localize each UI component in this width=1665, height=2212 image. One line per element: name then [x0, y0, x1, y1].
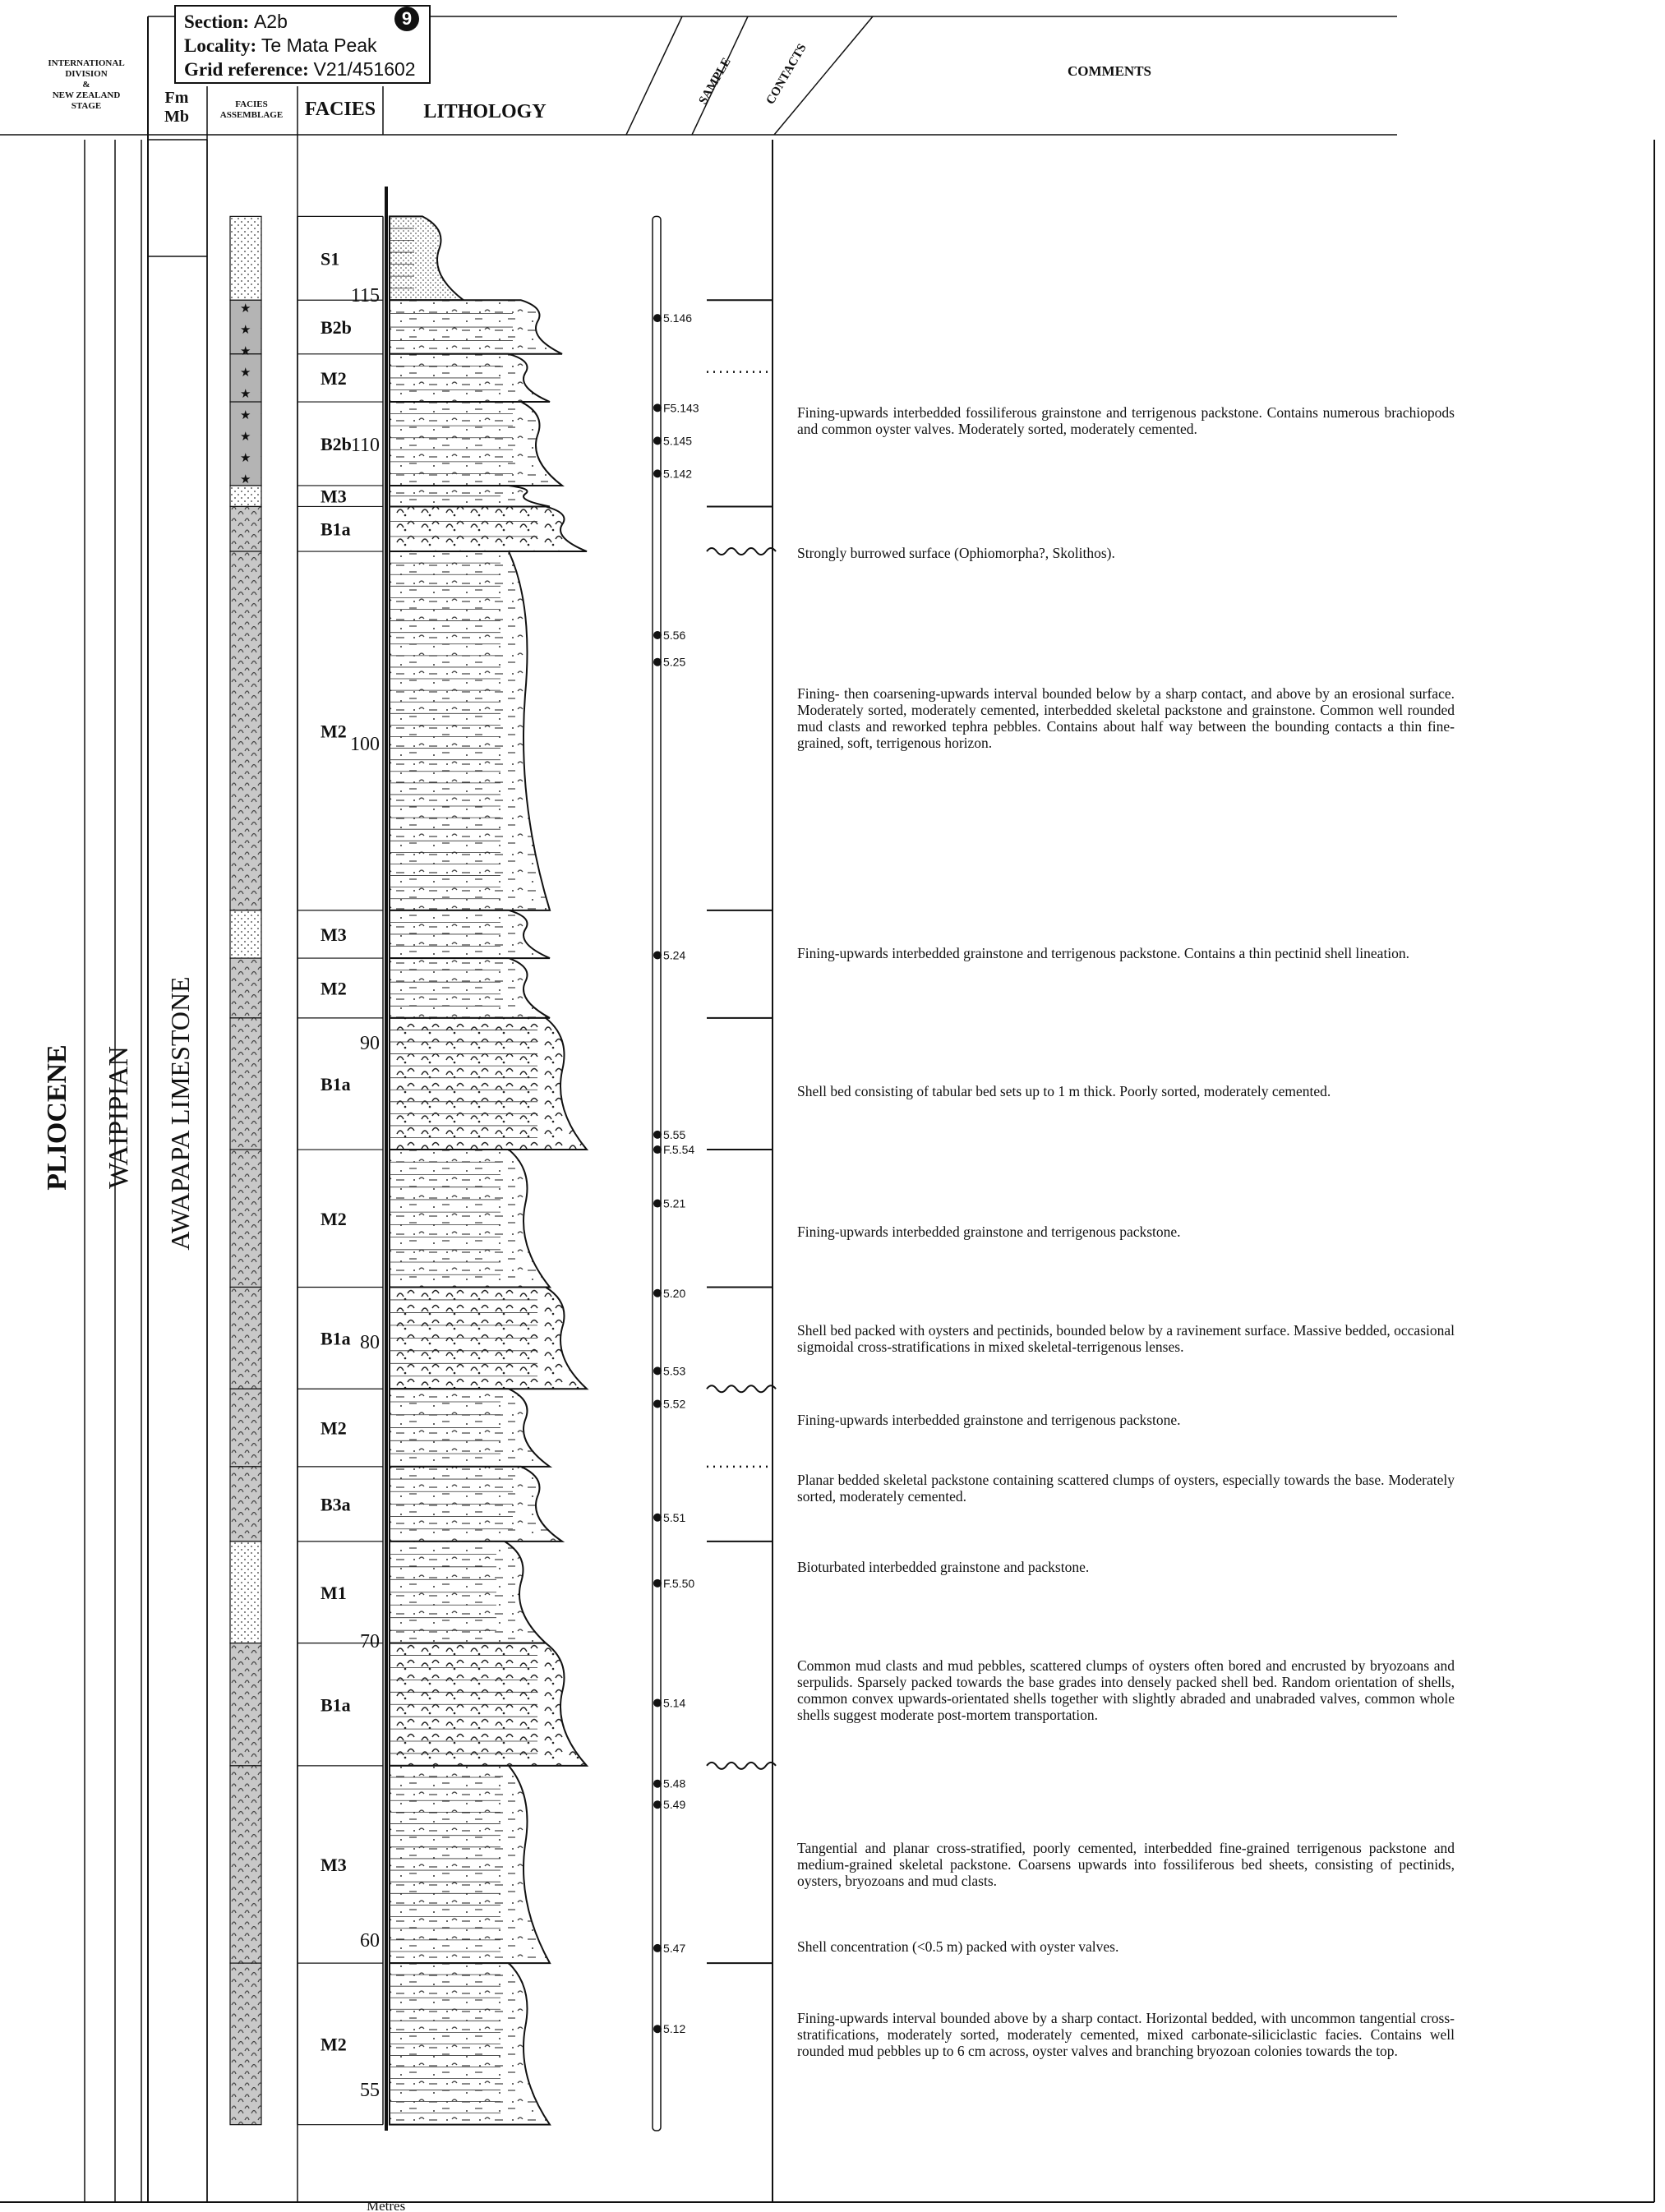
- scale-tick-label: 100: [350, 734, 380, 755]
- contact-erosional: [707, 1763, 776, 1769]
- assemblage-segment: [230, 402, 261, 486]
- facies-code: S1: [321, 248, 340, 270]
- section-number-badge: 9: [394, 7, 419, 31]
- scale-unit: Metres: [367, 2198, 406, 2212]
- comment-text: Fining-upwards interbedded grainstone and terrigenous packstone. Contains a thin pectinid shell lineation.: [797, 945, 1410, 962]
- formation-awapapa: AWAPAPA LIMESTONE: [165, 976, 195, 1251]
- sample-label: F.5.54: [663, 1143, 695, 1157]
- lithology-unit: [390, 402, 562, 486]
- facies-code: M3: [321, 924, 347, 945]
- depth-scale: [350, 187, 386, 2131]
- sample-marker: [653, 2025, 662, 2033]
- comment-text: Shell bed consisting of tabular bed sets up to 1 m thick. Poorly sorted, moderately cemented.: [797, 1082, 1331, 1099]
- sample-label: 5.47: [663, 1941, 686, 1955]
- facies-assemblage-column: [230, 216, 261, 2124]
- sample-marker: [653, 403, 662, 412]
- scale-tick-label: 55: [360, 2080, 380, 2101]
- comment-text: Fining-upwards interval bounded above by a sharp contact. Horizontal bedded, with uncommon tangential cross-stratifications, moderately sorted, moderately cemented, mixed carbonate-siliciclastic facies. Contains well rounded mud pebbles up to 6 cm across, oyster valves and branching bryozoan colonies towards the top.: [797, 2010, 1455, 2060]
- sample-label: F5.143: [663, 401, 699, 415]
- header-stage-line-2: DIVISION: [65, 69, 108, 79]
- facies-code: B2b: [321, 434, 352, 454]
- sample-label: 5.53: [663, 1364, 686, 1378]
- sample-label: 5.52: [663, 1397, 686, 1411]
- header-lithology: LITHOLOGY: [423, 101, 547, 122]
- header-sample: SAMPLE: [696, 55, 734, 107]
- scale-tick-label: 115: [350, 285, 380, 306]
- sample-label: 5.25: [663, 655, 686, 669]
- sample-label: 5.145: [663, 434, 693, 448]
- sample-label: 5.24: [663, 948, 686, 962]
- lithology-unit: [390, 551, 550, 910]
- facies-code: M3: [321, 486, 347, 507]
- facies-code: M2: [321, 721, 347, 742]
- lithology-unit: [390, 1018, 587, 1150]
- comment-text: Planar bedded skeletal packstone containing scattered clumps of oysters, especially towards the base. Moderately sorted, moderately cemented.: [797, 1472, 1455, 1505]
- facies-code: M2: [321, 1208, 347, 1229]
- header-fm: Fm: [164, 89, 189, 107]
- facies-code: B1a: [321, 1328, 351, 1349]
- scale-tick-label: 70: [360, 1631, 380, 1652]
- sample-marker: [653, 1366, 662, 1375]
- sample-label: 5.14: [663, 1696, 686, 1710]
- assemblage-segment: [230, 1766, 261, 1963]
- facies-code: B1a: [321, 1694, 351, 1716]
- comment-text: Fining- then coarsening-upwards interval bounded below by a sharp contact, and above by an erosional surface. Moderately sorted, moderately cemented, interbedded skeletal packstone and grainstone. Common well rounded mud clasts and reworked tephra pebbles. Contains about half way between the bounding contacts a thin fine-grained, soft, terrigenous horizon.: [797, 684, 1455, 751]
- scale-tick-label: 60: [360, 1930, 380, 1952]
- comment-text: Fining-upwards interbedded grainstone and terrigenous packstone.: [797, 1223, 1181, 1240]
- sample-marker: [653, 658, 662, 666]
- assemblage-segment: [230, 1018, 261, 1150]
- sample-marker: [653, 1131, 662, 1139]
- sample-marker: [653, 436, 662, 445]
- header-assemblage-2: ASSEMBLAGE: [219, 110, 284, 120]
- comment-text: Common mud clasts and mud pebbles, scattered clumps of oysters often bored and encrusted by bryozoans and serpulids. Sparsely packed towards the base grades into densely packed shell bed. Random orientation of shells, common convex upwards-orientated shells together with slightly abraded and unabraded valves, common whole shells suggest moderate post-mortem transportation.: [797, 1657, 1455, 1723]
- facies-code: B3a: [321, 1494, 351, 1515]
- comment-text: Shell bed packed with oysters and pectinids, bounded below by a ravinement surface. Massive bedded, occasional sigmoidal cross-stratifications in mixed skeletal-terrigenous lenses.: [797, 1322, 1455, 1356]
- grid-value: V21/451602: [313, 58, 416, 80]
- sample-marker: [653, 1200, 662, 1208]
- assemblage-segment: [230, 551, 261, 910]
- sample-marker: [653, 1800, 662, 1809]
- lithology-unit: [390, 1766, 550, 1963]
- sample-marker: [653, 1698, 662, 1707]
- stage-waipipian: WAIPIPIAN: [104, 1046, 134, 1189]
- assemblage-segment: [230, 506, 261, 551]
- grid-label: Grid reference:: [184, 59, 309, 80]
- sample-label: 5.21: [663, 1196, 686, 1210]
- sample-marker: [653, 1579, 662, 1588]
- facies-code: M2: [321, 978, 347, 999]
- sample-label: F.5.50: [663, 1576, 695, 1590]
- header-stage-line-5: STAGE: [71, 101, 102, 111]
- assemblage-segment: [230, 354, 261, 402]
- facies-column: [297, 216, 383, 2124]
- header-stage-line-3: &: [82, 80, 90, 90]
- header-stage-line-4: NEW ZEALAND: [52, 90, 121, 100]
- lithology-column: [390, 216, 587, 2124]
- facies-code: B2b: [321, 317, 352, 339]
- locality-label: Locality:: [184, 35, 257, 56]
- sample-marker: [653, 1514, 662, 1522]
- sample-label: 5.146: [663, 311, 693, 325]
- assemblage-segment: [230, 1963, 261, 2125]
- facies-code: B1a: [321, 1073, 351, 1094]
- facies-code: M1: [321, 1582, 347, 1603]
- assemblage-segment: [230, 958, 261, 1018]
- sample-label: 5.55: [663, 1127, 686, 1141]
- sample-column-bar: [653, 216, 661, 2131]
- assemblage-segment: [230, 1467, 261, 1541]
- assemblage-segment: [230, 1287, 261, 1389]
- sample-label: 5.48: [663, 1777, 686, 1790]
- contact-erosional: [707, 548, 776, 555]
- contact-erosional: [707, 1385, 776, 1392]
- assemblage-segment: [230, 1541, 261, 1643]
- facies-code: M2: [321, 2034, 347, 2055]
- facies-code: B1a: [321, 518, 351, 540]
- locality-value: Te Mata Peak: [261, 35, 377, 56]
- comment-text: Tangential and planar cross-stratified, poorly cemented, interbedded fine-grained terrigenous packstone and medium-grained skeletal packstone. Coarsens upwards into fossiliferous bed sheets, consisting of pectinids, oysters, bryozoans and mud clasts.: [797, 1839, 1455, 1889]
- sample-label: 5.51: [663, 1510, 686, 1524]
- sample-label: 5.49: [663, 1798, 686, 1812]
- section-value: A2b: [253, 11, 288, 32]
- sample-label: 5.12: [663, 2022, 686, 2036]
- sample-marker: [653, 1399, 662, 1408]
- sample-label: 5.56: [663, 628, 686, 642]
- sample-label: 5.20: [663, 1286, 686, 1300]
- lithology-unit: [390, 958, 550, 1018]
- lithology-unit: [390, 216, 464, 300]
- sample-marker: [653, 951, 662, 959]
- sample-column: [653, 216, 699, 2131]
- lithology-unit: [390, 1150, 550, 1287]
- sample-marker: [653, 469, 662, 477]
- sample-marker: [653, 1145, 662, 1154]
- header-contacts: CONTACTS: [763, 41, 809, 107]
- scale-tick-label: 90: [360, 1033, 380, 1054]
- facies-code: M2: [321, 367, 347, 389]
- assemblage-segment: [230, 486, 261, 506]
- section-label: Section:: [184, 12, 250, 32]
- sample-marker: [653, 1289, 662, 1297]
- assemblage-segment: [230, 216, 261, 300]
- comment-text: Shell concentration (<0.5 m) packed with oyster valves.: [797, 1938, 1119, 1955]
- assemblage-segment: [230, 1643, 261, 1766]
- facies-code: M2: [321, 1417, 347, 1439]
- header-assemblage-1: FACIES: [235, 99, 268, 109]
- stratigraphy-names: [42, 976, 195, 1250]
- sample-label: 5.142: [663, 467, 693, 481]
- assemblage-segment: [230, 1389, 261, 1467]
- comment-text: Bioturbated interbedded grainstone and packstone.: [797, 1558, 1090, 1575]
- comment-text: Fining-upwards interbedded fossiliferous grainstone and terrigenous packstone. Contains numerous brachiopods and common oyster valves. Moderately sorted, moderately cemented.: [797, 403, 1455, 437]
- assemblage-segment: [230, 910, 261, 958]
- contacts-column: [707, 300, 776, 1963]
- sample-marker: [653, 1780, 662, 1788]
- division-pliocene: PLIOCENE: [42, 1044, 72, 1191]
- sample-marker: [653, 314, 662, 322]
- header-mb: Mb: [164, 108, 189, 126]
- comment-text: Strongly burrowed surface (Ophiomorpha?, Skolithos).: [797, 544, 1115, 561]
- assemblage-segment: [230, 300, 261, 354]
- lithology-unit: [390, 506, 587, 551]
- header-facies: FACIES: [304, 99, 376, 120]
- scale-tick-label: 110: [350, 435, 380, 456]
- sample-marker: [653, 1944, 662, 1952]
- section-info-box: [174, 5, 431, 84]
- facies-code: M3: [321, 1855, 347, 1875]
- comment-text: Fining-upwards interbedded grainstone and terrigenous packstone.: [797, 1412, 1181, 1429]
- assemblage-segment: [230, 1150, 261, 1287]
- scale-tick-label: 80: [360, 1332, 380, 1353]
- header-stage-line-1: INTERNATIONAL: [48, 58, 125, 68]
- header-comments: COMMENTS: [1068, 63, 1151, 79]
- sample-marker: [653, 631, 662, 639]
